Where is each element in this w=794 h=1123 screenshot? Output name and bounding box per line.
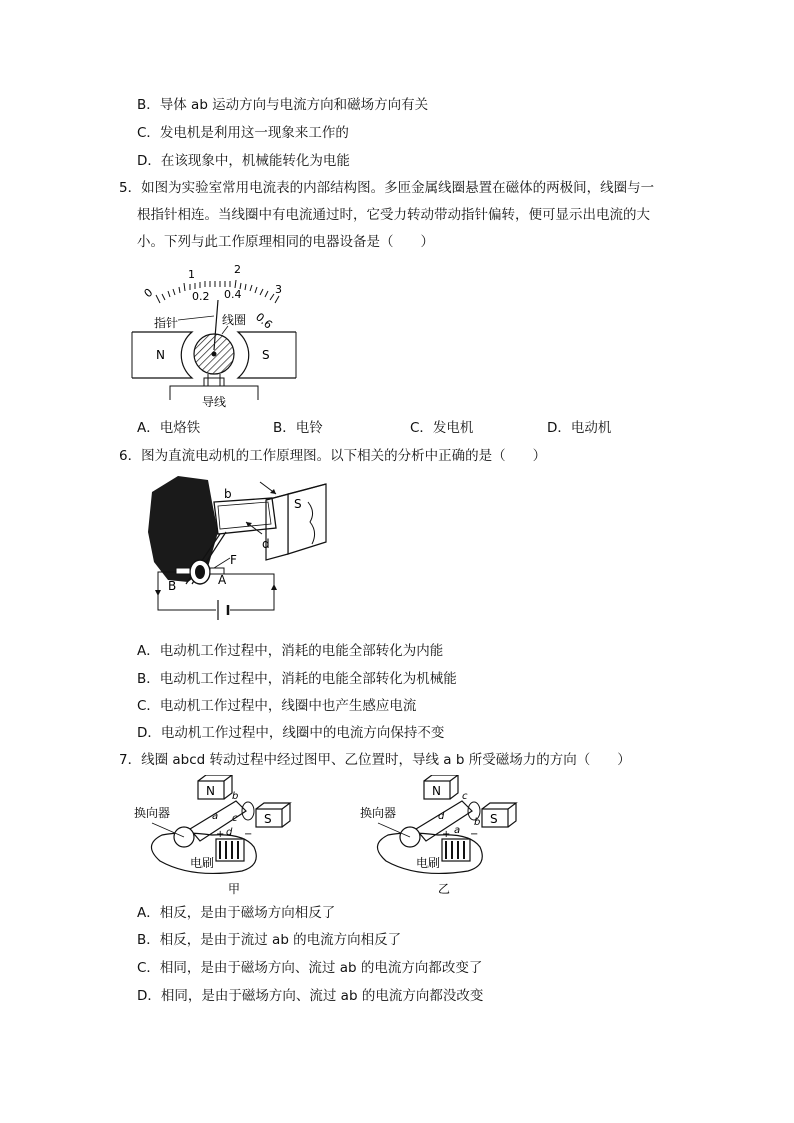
label-d: d xyxy=(438,811,445,822)
magnet-s-label: S xyxy=(262,348,270,362)
wire-label: 导线 xyxy=(202,395,227,408)
scale-label-1: 1 xyxy=(188,268,195,281)
brush-label: 电刷 xyxy=(416,856,441,870)
figure-caption-yi: 乙 xyxy=(438,882,451,896)
d-label: d xyxy=(262,537,270,551)
plus-sign: + xyxy=(442,829,451,840)
q6-option-a: A．电动机工作过程中，消耗的电能全部转化为内能 xyxy=(137,643,444,659)
south-magnet-block xyxy=(288,484,326,554)
q5-stem-line-3: 小。下列与此工作原理相同的电器设备是（ ） xyxy=(137,234,434,250)
label-b: b xyxy=(474,817,481,828)
scale-label-04: 0.4 xyxy=(224,288,242,301)
scale-label-06: 0.6 xyxy=(253,310,275,332)
q4-option-b: B．导体 ab 运动方向与电流方向和磁场方向有关 xyxy=(137,97,429,113)
q4-option-c: C．发电机是利用这一现象来工作的 xyxy=(137,125,349,141)
figure-caption-jia: 甲 xyxy=(228,882,241,896)
q5-option-c: C．发电机 xyxy=(410,420,474,436)
north-label: N xyxy=(206,784,215,798)
scale-label-3: 3 xyxy=(275,283,282,296)
motor-figure-yi xyxy=(358,775,528,900)
minus-sign: − xyxy=(470,829,479,840)
north-label: N xyxy=(432,784,441,798)
scale-label-02: 0.2 xyxy=(192,290,210,303)
minus-sign: − xyxy=(244,829,253,840)
south-label: S xyxy=(264,812,272,826)
f-label: F xyxy=(230,553,237,567)
coil-label: 线圈 xyxy=(222,313,247,327)
ammeter-figure xyxy=(130,258,300,408)
q7-option-a: A．相反，是由于磁场方向相反了 xyxy=(137,905,336,921)
brush-a-label: A xyxy=(218,573,227,587)
q6-stem: 6．图为直流电动机的工作原理图。以下相关的分析中正确的是（ ） xyxy=(119,448,547,464)
q5-option-d: D．电动机 xyxy=(547,420,612,436)
q5-stem-line-2: 根指针相连。当线圈中有电流通过时，它受力转动带动指针偏转，便可显示出电流的大 xyxy=(137,207,650,223)
label-a: a xyxy=(454,825,461,836)
q4-option-d: D．在该现象中，机械能转化为电能 xyxy=(137,153,350,169)
label-a: a xyxy=(212,811,219,822)
brush-b-label: B xyxy=(168,579,177,593)
q6-option-c: C．电动机工作过程中，线圈中也产生感应电流 xyxy=(137,698,417,714)
q7-option-d: D．相同，是由于磁场方向、流过 ab 的电流方向都没改变 xyxy=(137,988,484,1004)
motor-figure-jia xyxy=(132,775,302,900)
commutator-label: 换向器 xyxy=(134,806,171,820)
q6-option-b: B．电动机工作过程中，消耗的电能全部转化为机械能 xyxy=(137,671,457,687)
label-c: c xyxy=(462,791,468,802)
scale-ticks xyxy=(156,280,279,303)
q5-option-a: A．电烙铁 xyxy=(137,420,201,436)
commutator-label: 换向器 xyxy=(360,806,397,820)
coil-leader xyxy=(222,326,228,334)
label-c: c xyxy=(232,813,238,824)
south-label: S xyxy=(490,812,498,826)
plus-sign: + xyxy=(216,829,225,840)
q6-option-d: D．电动机工作过程中，线圈中的电流方向保持不变 xyxy=(137,725,445,741)
pointer-leader xyxy=(178,316,214,320)
magnet-n-label: N xyxy=(156,348,165,362)
s-label: S xyxy=(294,497,302,511)
scale-label-0: 0 xyxy=(141,285,156,301)
dc-motor-figure xyxy=(148,472,338,622)
label-d: d xyxy=(226,827,233,838)
q7-stem: 7．线圈 abcd 转动过程中经过图甲、乙位置时，导线 a b 所受磁场力的方向（ ） xyxy=(119,752,631,768)
scale-label-2: 2 xyxy=(234,263,241,276)
q7-option-c: C．相同，是由于磁场方向、流过 ab 的电流方向都改变了 xyxy=(137,960,483,976)
q7-option-b: B．相反，是由于流过 ab 的电流方向相反了 xyxy=(137,932,402,948)
brush-label: 电刷 xyxy=(190,856,215,870)
b-label: b xyxy=(224,487,232,501)
label-b: b xyxy=(232,791,239,802)
q5-option-b: B．电铃 xyxy=(273,420,323,436)
q5-stem-line-1: 5．如图为实验室常用电流表的内部结构图。多匝金属线圈悬置在磁体的两极间，线圈与一 xyxy=(119,180,655,196)
pointer-label: 指针 xyxy=(154,316,179,330)
